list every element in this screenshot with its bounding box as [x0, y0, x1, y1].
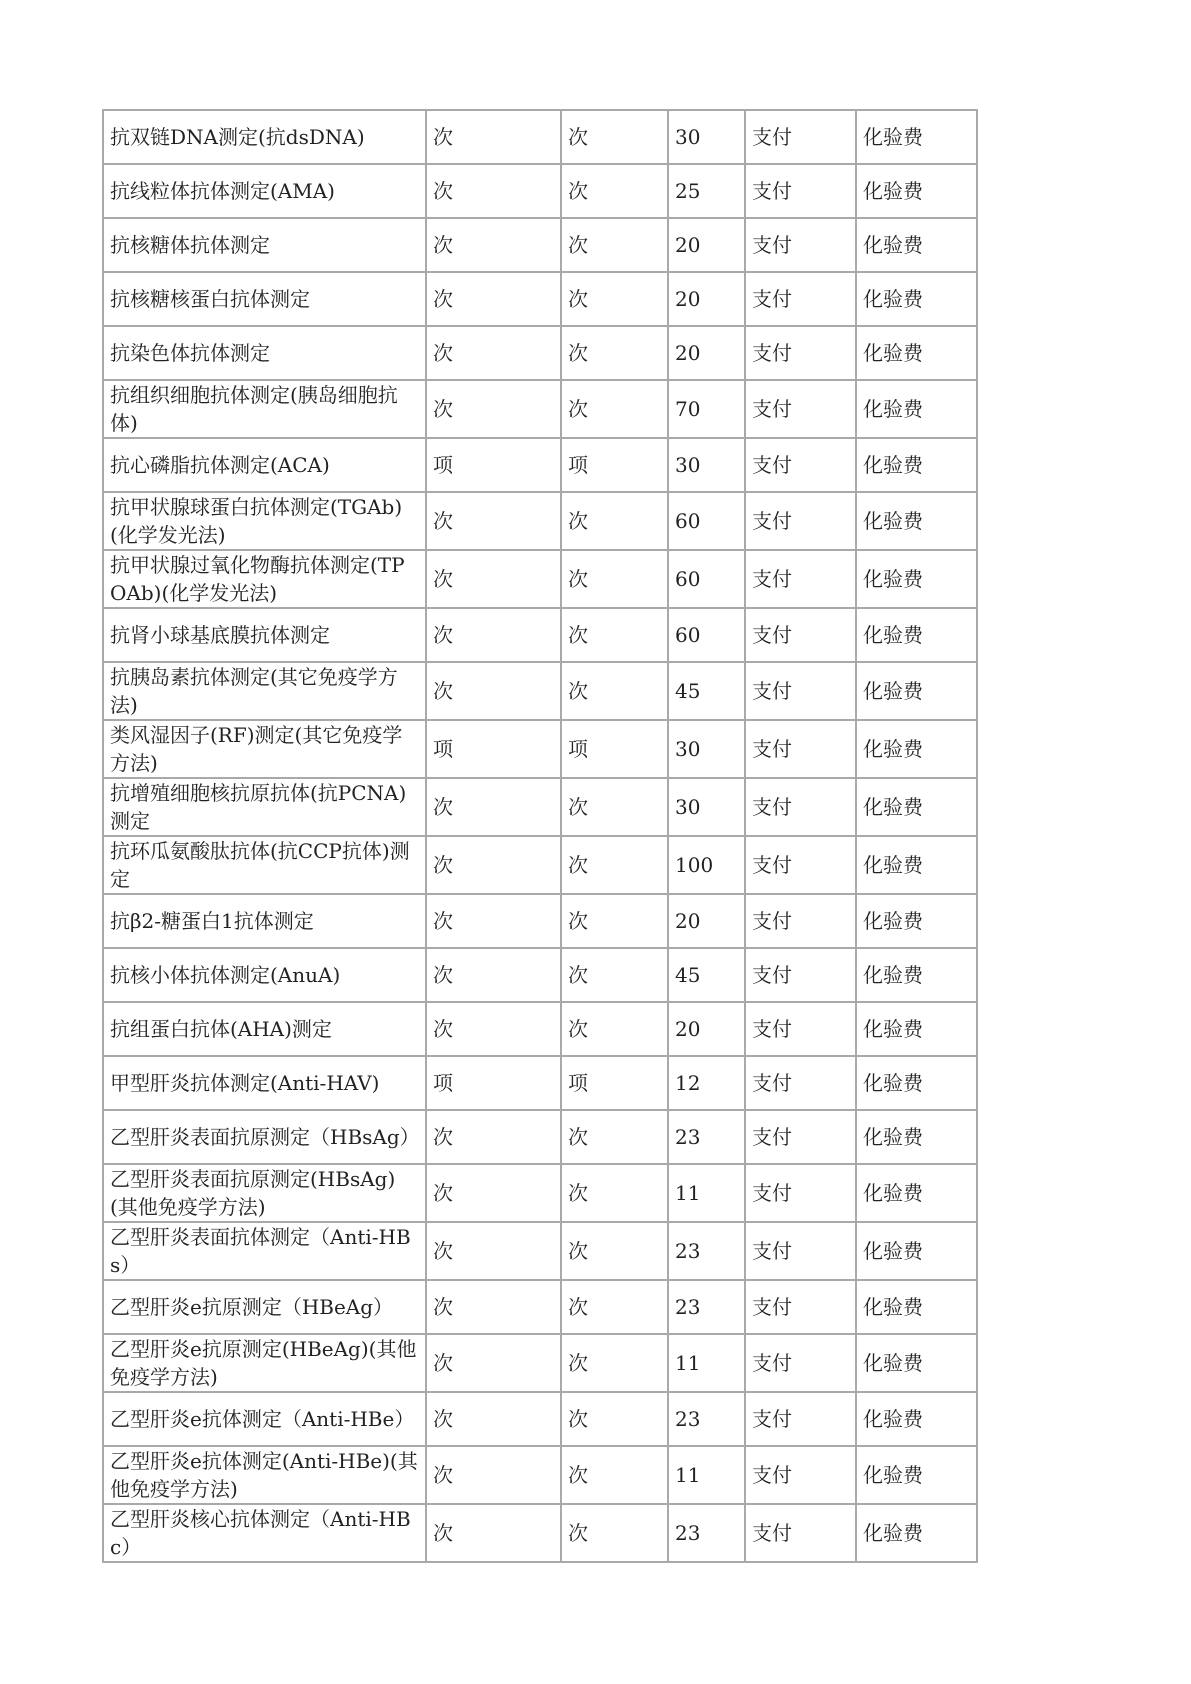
- table-row: [103, 164, 977, 218]
- unit-cell: 项: [426, 438, 561, 492]
- table-row: [103, 608, 977, 662]
- table-row: [103, 1222, 977, 1280]
- item-name-cell: 抗线粒体抗体测定(AMA): [103, 164, 426, 218]
- item-name-cell: 抗环瓜氨酸肽抗体(抗CCP抗体)测定: [103, 836, 426, 894]
- payment-cell: 支付: [745, 1334, 856, 1392]
- table-row: [103, 1164, 977, 1222]
- unit-cell: 次: [426, 164, 561, 218]
- table-row: [103, 1280, 977, 1334]
- billing-unit-cell: 次: [561, 894, 668, 948]
- category-cell: 化验费: [856, 948, 977, 1002]
- price-cell: 60: [668, 492, 745, 550]
- item-name-cell: 抗心磷脂抗体测定(ACA): [103, 438, 426, 492]
- unit-cell: 次: [426, 110, 561, 164]
- payment-cell: 支付: [745, 164, 856, 218]
- table-row: [103, 662, 977, 720]
- category-cell: 化验费: [856, 1002, 977, 1056]
- table-row: [103, 1446, 977, 1504]
- payment-cell: 支付: [745, 1222, 856, 1280]
- price-cell: 23: [668, 1110, 745, 1164]
- item-name-cell: 甲型肝炎抗体测定(Anti-HAV): [103, 1056, 426, 1110]
- category-cell: 化验费: [856, 164, 977, 218]
- table-row: [103, 720, 977, 778]
- category-cell: 化验费: [856, 1110, 977, 1164]
- table-row: [103, 1392, 977, 1446]
- price-cell: 30: [668, 110, 745, 164]
- billing-unit-cell: 次: [561, 1280, 668, 1334]
- price-cell: 20: [668, 272, 745, 326]
- category-cell: 化验费: [856, 1504, 977, 1562]
- price-cell: 30: [668, 720, 745, 778]
- unit-cell: 次: [426, 836, 561, 894]
- item-name-cell: 抗胰岛素抗体测定(其它免疫学方法): [103, 662, 426, 720]
- item-name-cell: 乙型肝炎e抗体测定（Anti-HBe）: [103, 1392, 426, 1446]
- unit-cell: 次: [426, 380, 561, 438]
- item-name-cell: 抗增殖细胞核抗原抗体(抗PCNA)测定: [103, 778, 426, 836]
- item-name-cell: 抗组蛋白抗体(AHA)测定: [103, 1002, 426, 1056]
- fee-table: [102, 109, 978, 1563]
- category-cell: 化验费: [856, 1446, 977, 1504]
- billing-unit-cell: 次: [561, 948, 668, 1002]
- unit-cell: 次: [426, 778, 561, 836]
- table-row: [103, 438, 977, 492]
- table-row: [103, 894, 977, 948]
- billing-unit-cell: 次: [561, 550, 668, 608]
- category-cell: 化验费: [856, 272, 977, 326]
- billing-unit-cell: 次: [561, 1110, 668, 1164]
- payment-cell: 支付: [745, 1446, 856, 1504]
- billing-unit-cell: 次: [561, 218, 668, 272]
- unit-cell: 次: [426, 1002, 561, 1056]
- billing-unit-cell: 次: [561, 492, 668, 550]
- price-cell: 11: [668, 1334, 745, 1392]
- table-row: [103, 110, 977, 164]
- payment-cell: 支付: [745, 608, 856, 662]
- item-name-cell: 抗核糖体抗体测定: [103, 218, 426, 272]
- unit-cell: 次: [426, 608, 561, 662]
- unit-cell: 次: [426, 1222, 561, 1280]
- table-row: [103, 272, 977, 326]
- payment-cell: 支付: [745, 272, 856, 326]
- billing-unit-cell: 次: [561, 1334, 668, 1392]
- price-cell: 23: [668, 1392, 745, 1446]
- item-name-cell: 抗染色体抗体测定: [103, 326, 426, 380]
- unit-cell: 次: [426, 1504, 561, 1562]
- table-row: [103, 1334, 977, 1392]
- price-cell: 23: [668, 1504, 745, 1562]
- payment-cell: 支付: [745, 438, 856, 492]
- item-name-cell: 抗组织细胞抗体测定(胰岛细胞抗体): [103, 380, 426, 438]
- payment-cell: 支付: [745, 894, 856, 948]
- unit-cell: 次: [426, 894, 561, 948]
- category-cell: 化验费: [856, 894, 977, 948]
- category-cell: 化验费: [856, 1392, 977, 1446]
- table-row: [103, 492, 977, 550]
- item-name-cell: 乙型肝炎表面抗原测定(HBsAg)(其他免疫学方法): [103, 1164, 426, 1222]
- table-row: [103, 778, 977, 836]
- billing-unit-cell: 项: [561, 720, 668, 778]
- table-row: [103, 1504, 977, 1562]
- billing-unit-cell: 次: [561, 164, 668, 218]
- category-cell: 化验费: [856, 438, 977, 492]
- price-cell: 20: [668, 218, 745, 272]
- unit-cell: 项: [426, 1056, 561, 1110]
- price-cell: 70: [668, 380, 745, 438]
- category-cell: 化验费: [856, 1222, 977, 1280]
- item-name-cell: 乙型肝炎e抗原测定(HBeAg)(其他免疫学方法): [103, 1334, 426, 1392]
- price-cell: 23: [668, 1222, 745, 1280]
- price-cell: 60: [668, 608, 745, 662]
- category-cell: 化验费: [856, 662, 977, 720]
- billing-unit-cell: 次: [561, 778, 668, 836]
- payment-cell: 支付: [745, 836, 856, 894]
- unit-cell: 次: [426, 326, 561, 380]
- price-cell: 25: [668, 164, 745, 218]
- table-row: [103, 380, 977, 438]
- item-name-cell: 抗核小体抗体测定(AnuA): [103, 948, 426, 1002]
- billing-unit-cell: 次: [561, 836, 668, 894]
- category-cell: 化验费: [856, 608, 977, 662]
- price-cell: 45: [668, 662, 745, 720]
- billing-unit-cell: 次: [561, 110, 668, 164]
- item-name-cell: 抗核糖核蛋白抗体测定: [103, 272, 426, 326]
- price-cell: 20: [668, 1002, 745, 1056]
- item-name-cell: 乙型肝炎表面抗体测定（Anti-HBs）: [103, 1222, 426, 1280]
- payment-cell: 支付: [745, 720, 856, 778]
- item-name-cell: 类风湿因子(RF)测定(其它免疫学方法): [103, 720, 426, 778]
- unit-cell: 次: [426, 662, 561, 720]
- price-cell: 30: [668, 438, 745, 492]
- category-cell: 化验费: [856, 218, 977, 272]
- billing-unit-cell: 次: [561, 1222, 668, 1280]
- table-row: [103, 1002, 977, 1056]
- category-cell: 化验费: [856, 1280, 977, 1334]
- billing-unit-cell: 项: [561, 438, 668, 492]
- payment-cell: 支付: [745, 1392, 856, 1446]
- payment-cell: 支付: [745, 218, 856, 272]
- payment-cell: 支付: [745, 948, 856, 1002]
- payment-cell: 支付: [745, 778, 856, 836]
- payment-cell: 支付: [745, 662, 856, 720]
- unit-cell: 次: [426, 1110, 561, 1164]
- price-cell: 20: [668, 894, 745, 948]
- unit-cell: 次: [426, 1280, 561, 1334]
- billing-unit-cell: 次: [561, 1164, 668, 1222]
- category-cell: 化验费: [856, 720, 977, 778]
- item-name-cell: 抗肾小球基底膜抗体测定: [103, 608, 426, 662]
- item-name-cell: 乙型肝炎核心抗体测定（Anti-HBc）: [103, 1504, 426, 1562]
- price-cell: 12: [668, 1056, 745, 1110]
- payment-cell: 支付: [745, 380, 856, 438]
- price-cell: 45: [668, 948, 745, 1002]
- payment-cell: 支付: [745, 1056, 856, 1110]
- unit-cell: 次: [426, 1392, 561, 1446]
- price-cell: 11: [668, 1446, 745, 1504]
- payment-cell: 支付: [745, 1110, 856, 1164]
- category-cell: 化验费: [856, 326, 977, 380]
- price-cell: 30: [668, 778, 745, 836]
- price-cell: 60: [668, 550, 745, 608]
- category-cell: 化验费: [856, 110, 977, 164]
- unit-cell: 次: [426, 492, 561, 550]
- table-row: [103, 836, 977, 894]
- table-row: [103, 1110, 977, 1164]
- fee-table-body: [103, 110, 977, 1562]
- category-cell: 化验费: [856, 492, 977, 550]
- payment-cell: 支付: [745, 492, 856, 550]
- item-name-cell: 乙型肝炎e抗体测定(Anti-HBe)(其他免疫学方法): [103, 1446, 426, 1504]
- unit-cell: 项: [426, 720, 561, 778]
- category-cell: 化验费: [856, 778, 977, 836]
- item-name-cell: 抗双链DNA测定(抗dsDNA): [103, 110, 426, 164]
- table-row: [103, 326, 977, 380]
- category-cell: 化验费: [856, 550, 977, 608]
- price-cell: 23: [668, 1280, 745, 1334]
- billing-unit-cell: 次: [561, 272, 668, 326]
- table-row: [103, 948, 977, 1002]
- table-row: [103, 1056, 977, 1110]
- price-cell: 11: [668, 1164, 745, 1222]
- payment-cell: 支付: [745, 1280, 856, 1334]
- payment-cell: 支付: [745, 1504, 856, 1562]
- category-cell: 化验费: [856, 1334, 977, 1392]
- billing-unit-cell: 次: [561, 326, 668, 380]
- category-cell: 化验费: [856, 1056, 977, 1110]
- category-cell: 化验费: [856, 1164, 977, 1222]
- table-row: [103, 218, 977, 272]
- billing-unit-cell: 次: [561, 1446, 668, 1504]
- billing-unit-cell: 次: [561, 608, 668, 662]
- payment-cell: 支付: [745, 1002, 856, 1056]
- unit-cell: 次: [426, 1334, 561, 1392]
- price-cell: 100: [668, 836, 745, 894]
- unit-cell: 次: [426, 948, 561, 1002]
- item-name-cell: 抗甲状腺球蛋白抗体测定(TGAb)(化学发光法): [103, 492, 426, 550]
- price-cell: 20: [668, 326, 745, 380]
- payment-cell: 支付: [745, 110, 856, 164]
- billing-unit-cell: 次: [561, 1504, 668, 1562]
- item-name-cell: 抗甲状腺过氧化物酶抗体测定(TPOAb)(化学发光法): [103, 550, 426, 608]
- unit-cell: 次: [426, 1164, 561, 1222]
- billing-unit-cell: 项: [561, 1056, 668, 1110]
- payment-cell: 支付: [745, 1164, 856, 1222]
- payment-cell: 支付: [745, 326, 856, 380]
- billing-unit-cell: 次: [561, 1002, 668, 1056]
- billing-unit-cell: 次: [561, 1392, 668, 1446]
- unit-cell: 次: [426, 1446, 561, 1504]
- item-name-cell: 抗β2-糖蛋白1抗体测定: [103, 894, 426, 948]
- unit-cell: 次: [426, 218, 561, 272]
- category-cell: 化验费: [856, 836, 977, 894]
- item-name-cell: 乙型肝炎e抗原测定（HBeAg）: [103, 1280, 426, 1334]
- payment-cell: 支付: [745, 550, 856, 608]
- unit-cell: 次: [426, 550, 561, 608]
- table-row: [103, 550, 977, 608]
- category-cell: 化验费: [856, 380, 977, 438]
- billing-unit-cell: 次: [561, 380, 668, 438]
- billing-unit-cell: 次: [561, 662, 668, 720]
- item-name-cell: 乙型肝炎表面抗原测定（HBsAg）: [103, 1110, 426, 1164]
- unit-cell: 次: [426, 272, 561, 326]
